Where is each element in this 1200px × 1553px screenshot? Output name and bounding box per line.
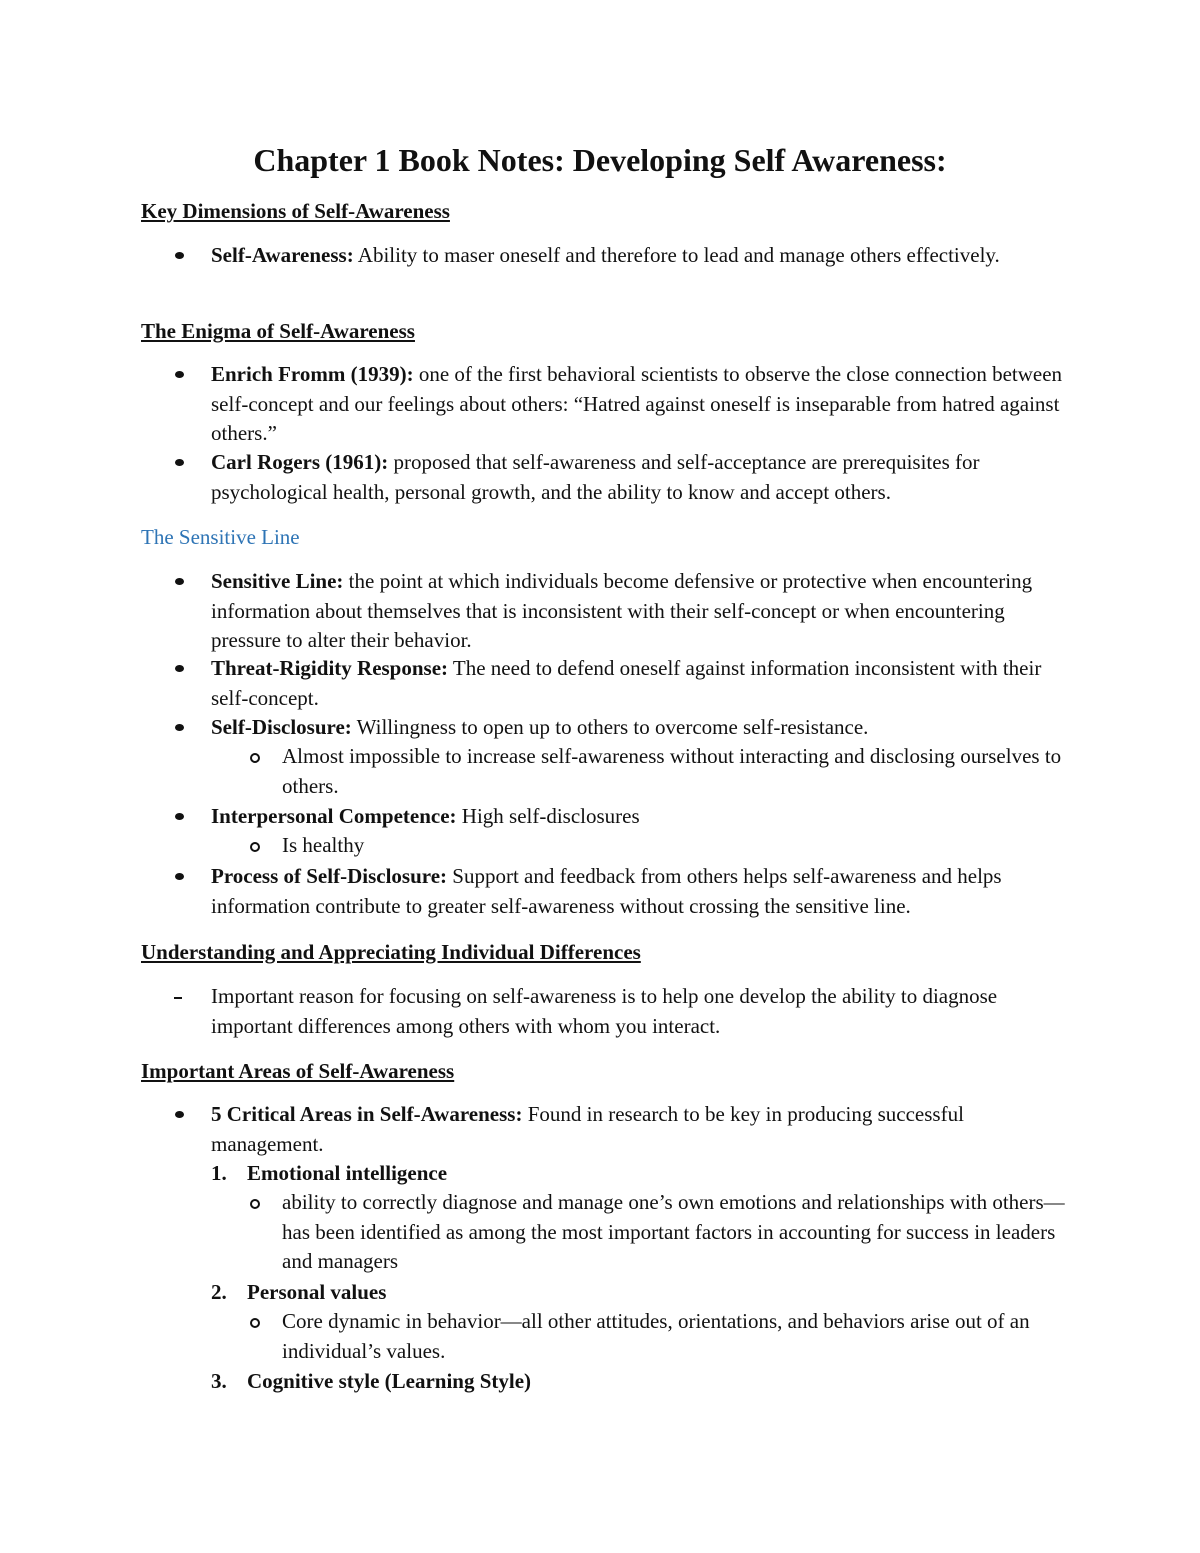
- numbered-item-label: Emotional intelligence: [247, 1161, 448, 1185]
- bullet-dot-icon: [175, 873, 184, 880]
- item-term: Process of Self-Disclosure:: [211, 864, 448, 888]
- item-term: Self-Disclosure:: [211, 715, 352, 739]
- section-heading-important-areas: Important Areas of Self-Awareness: [141, 1059, 455, 1083]
- section-heading-sensitive-line: The Sensitive Line: [141, 525, 300, 549]
- item-term: 5 Critical Areas in Self-Awareness:: [211, 1102, 523, 1126]
- numbered-item-label: Personal values: [247, 1280, 387, 1304]
- list-item: [211, 1100, 1071, 1159]
- item-text: High self-disclosures: [456, 804, 640, 828]
- bullet-dot-icon: [175, 578, 184, 585]
- item-text: Ability to maser oneself and therefore to lead and manage others effectively.: [353, 243, 1000, 267]
- list-item: [211, 360, 1071, 449]
- section-heading-enigma: The Enigma of Self-Awareness: [141, 319, 415, 343]
- bullet-dot-icon: [175, 371, 184, 378]
- sub-list-item: Is healthy: [282, 833, 365, 857]
- section-heading-differences: Understanding and Appreciating Individual Differences: [141, 940, 641, 964]
- item-text: Support and feedback from others helps self-awareness and helps information contribute to greater self-awareness without crossing the sensitive line.: [211, 864, 1002, 918]
- item-term: Carl Rogers (1961):: [211, 450, 389, 474]
- list-number: 3.: [211, 1369, 227, 1393]
- item-term: Interpersonal Competence:: [211, 804, 457, 828]
- bullet-circle-icon: [250, 753, 260, 763]
- item-term: Threat-Rigidity Response:: [211, 656, 449, 680]
- bullet-dot-icon: [175, 665, 184, 672]
- list-item: Important reason for focusing on self-awareness is to help one develop the ability to diagnose important differences among others with whom you interact.: [211, 984, 998, 1038]
- sub-list-item: Almost impossible to increase self-awareness without interacting and disclosing ourselves to others.: [282, 744, 1062, 798]
- sub-list-item: Core dynamic in behavior—all other attitudes, orientations, and behaviors arise out of an individual’s values.: [282, 1309, 1030, 1363]
- bullet-circle-icon: [250, 1199, 260, 1209]
- item-text: The need to defend oneself against information inconsistent with their self-concept.: [211, 656, 1042, 710]
- list-item: [211, 241, 1071, 271]
- list-item: [211, 713, 1071, 743]
- sub-list-item: ability to correctly diagnose and manage one’s own emotions and relationships with others—has been identified as among the most important factors in accounting for success in leaders and managers: [282, 1190, 1065, 1273]
- item-text: the point at which individuals become defensive or protective when encountering information about themselves that is inconsistent with their self-concept or when encountering pressure to alter their behavior.: [211, 569, 1033, 652]
- item-text: Willingness to open up to others to overcome self-resistance.: [351, 715, 869, 739]
- page-title: Chapter 1 Book Notes: Developing Self Awareness:: [253, 142, 947, 178]
- bullet-dot-icon: [175, 252, 184, 259]
- bullet-dash-icon: [174, 997, 182, 999]
- bullet-circle-icon: [250, 1318, 260, 1328]
- item-term: Enrich Fromm (1939):: [211, 362, 414, 386]
- numbered-item-label: Cognitive style (Learning Style): [247, 1369, 532, 1393]
- item-term: Self-Awareness:: [211, 243, 354, 267]
- list-item: [211, 448, 1071, 507]
- item-text: proposed that self-awareness and self-acceptance are prerequisites for psychological health, personal growth, and the ability to know and accept others.: [211, 450, 980, 504]
- item-term: Sensitive Line:: [211, 569, 344, 593]
- list-item: [211, 567, 1071, 656]
- section-heading-key-dimensions: Key Dimensions of Self-Awareness: [141, 199, 450, 223]
- bullet-dot-icon: [175, 724, 184, 731]
- bullet-dot-icon: [175, 813, 184, 820]
- bullet-dot-icon: [175, 1111, 184, 1118]
- bullet-dot-icon: [175, 459, 184, 466]
- list-item: [211, 862, 1071, 921]
- item-text: Found in research to be key in producing successful management.: [211, 1102, 964, 1156]
- list-item: [211, 654, 1071, 713]
- list-number: 2.: [211, 1280, 227, 1304]
- bullet-circle-icon: [250, 842, 260, 852]
- list-number: 1.: [211, 1161, 227, 1185]
- item-text: one of the first behavioral scientists to observe the close connection between self-concept and our feelings about others: “Hatred against oneself is inseparable from hatred against others.”: [211, 362, 1063, 445]
- list-item: [211, 802, 1071, 832]
